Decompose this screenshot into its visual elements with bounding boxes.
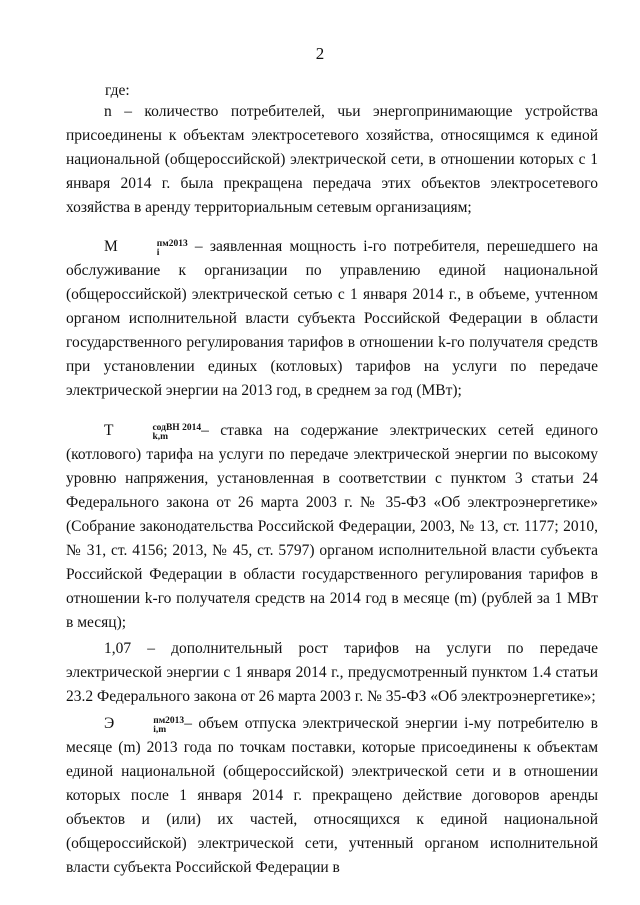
definition-e-text: – объем отпуска электрической энергии i-му потребителю в месяце (m) 2013 года по точкам поставки, которые присоединены к объектам единой национальной (общероссийской) электрической сети и в отношении которых после 1 января 2014 г. прекращено действие договоров аренды объектов и (или) их частей, относящихся к единой национальной (общероссийской) электрической сети, учтенный органом исполнительной власти субъекта Российской Федерации в [66, 715, 598, 876]
symbol-e-sub: i,m [153, 725, 167, 735]
symbol-m-sup: пм2013 [156, 239, 188, 249]
definition-n-text: – количество потребителей, чьи энергопринимающие устройства присоединены к объектам электросетевого хозяйства, относящимся к единой национальной (общероссийской) электрической сети, в отношении которых с 1 января 2014 г. была прекращена передача этих объектов электросетевого хозяйства в аренду территориальным сетевым организациям; [66, 103, 598, 216]
definition-m-text: – заявленная мощность i-го потребителя, перешедшего на обслуживание к организации по управлению единой национальной (общероссийской) электрической сетью с 1 января 2014 г., в объеме, учтенном органом исполнительной власти субъекта Российской Федерации в области государственного регулирования тарифов в отношении k-го получателя средств при установлении единых (котловых) тарифов на услуги по передаче электрической энергии на 2013 год, в среднем за год (МВт); [66, 238, 598, 399]
definition-t-text: – ставка на содержание электрических сетей единого (котлового) тарифа на услуги по передаче электрической энергии по высокому уровню напряжения, установленная в соответствии с пунктом 3 статьи 24 Федерального закона от 26 марта 2003 г. № 35-ФЗ «Об электроэнергетике» (Собрание законодательства Российской Федерации, 2003, № 13, ст. 1177; 2010, № 31, ст. 4156; 2013, № 45, ст. 5797) органом исполнительной власти субъекта Российской Федерации в области государственного регулирования тарифов в отношении k-го получателя средств на 2014 год в месяце (m) (рублей за 1 МВт в месяц); [66, 422, 598, 631]
symbol-t: T содВН 2014 k,m [104, 422, 202, 442]
symbol-e-sup: пм2013 [153, 716, 185, 726]
definition-coefficient-text: 1,07 – дополнительный рост тарифов на услуги по передаче электрической энергии с 1 января 2014 г., предусмотренный пунктом 1.4 статьи 23.2 Федерального закона от 26 марта 2003 г. № 35-ФЗ «Об электроэнергетике»; [66, 640, 598, 705]
symbol-e: Э пм2013 i,m [104, 715, 185, 735]
symbol-m: M пм2013 i [104, 238, 188, 258]
definition-t [66, 419, 598, 635]
page-number: 2 [315, 44, 325, 63]
definition-m [66, 235, 598, 403]
definition-n [66, 100, 598, 220]
symbol-m-sub: i [156, 248, 160, 258]
symbol-t-sub: k,m [152, 432, 169, 442]
definition-e [66, 712, 598, 880]
definition-coefficient [66, 637, 598, 709]
symbol-t-sup: содВН 2014 [152, 423, 202, 433]
symbol-n: n [104, 103, 112, 120]
intro-label: где: [105, 82, 130, 99]
